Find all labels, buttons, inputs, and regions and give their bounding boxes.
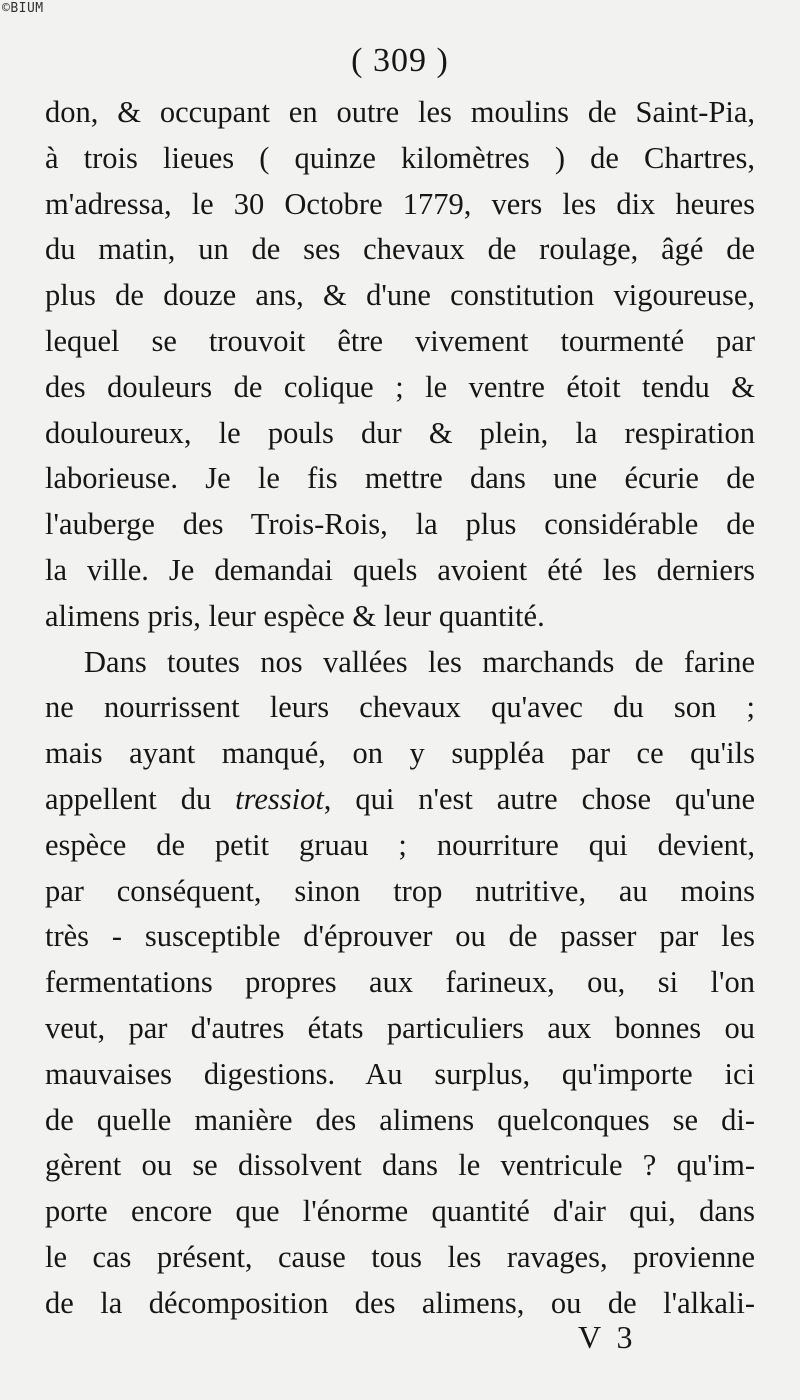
text-line: m'adressa, le 30 Octobre 1779, vers les dix heures (45, 186, 755, 221)
text-line: fermentations propres aux farineux, ou, si l'on (45, 965, 755, 1000)
text-line: à trois lieues ( quinze kilomètres ) de Chartres, (45, 140, 755, 175)
text-line: mais ayant manqué, on y suppléa par ce qu'ils (45, 736, 755, 771)
text-line: porte encore que l'énorme quantité d'air qui, dans (45, 1194, 755, 1229)
italic-term: tressiot (235, 781, 324, 816)
text-line: la ville. Je demandai quels avoient été les derniers (45, 552, 755, 587)
text-line: gèrent ou se dissolvent dans le ventricule ? qu'im- (45, 1148, 755, 1183)
text-line: l'auberge des Trois-Rois, la plus considérable de (45, 507, 755, 542)
text-line: appellent du tressiot, qui n'est autre chose qu'une (45, 781, 755, 816)
text-line: espèce de petit gruau ; nourriture qui devient, (45, 827, 755, 862)
text-line: de la décomposition des alimens, ou de l'alkali- (45, 1285, 755, 1320)
text-line: mauvaises digestions. Au surplus, qu'importe ici (45, 1056, 755, 1091)
text-line: par conséquent, sinon trop nutritive, au moins (45, 873, 755, 908)
text-line: veut, par d'autres états particuliers aux bonnes ou (45, 1010, 755, 1045)
body-text (45, 90, 755, 1327)
text-line: du matin, un de ses chevaux de roulage, âgé de (45, 232, 755, 267)
text-line: le cas présent, cause tous les ravages, provienne (45, 1239, 755, 1274)
text-line: des douleurs de colique ; le ventre étoit tendu & (45, 369, 755, 404)
text-line: très - susceptible d'éprouver ou de passer par les (45, 919, 755, 954)
text-line: douloureux, le pouls dur & plein, la respiration (45, 415, 755, 450)
text-line: plus de douze ans, & d'une constitution vigoureuse, (45, 278, 755, 313)
text-line: alimens pris, leur espèce & leur quantité. (45, 598, 545, 633)
signature-mark: V 3 (578, 1319, 637, 1355)
text-line: laborieuse. Je le fis mettre dans une écurie de (45, 461, 755, 496)
paragraph-first-line: Dans toutes nos vallées les marchands de farine (84, 644, 755, 679)
page-number: ( 309 ) (351, 42, 449, 79)
text-line: de quelle manière des alimens quelconques se di- (45, 1102, 755, 1137)
watermark: ©BIUM (2, 1, 44, 16)
text-line: ne nourrissent leurs chevaux qu'avec du son ; (45, 690, 755, 725)
text-line: lequel se trouvoit être vivement tourmenté par (45, 323, 755, 358)
text-line: don, & occupant en outre les moulins de Saint-Pia, (45, 95, 755, 129)
